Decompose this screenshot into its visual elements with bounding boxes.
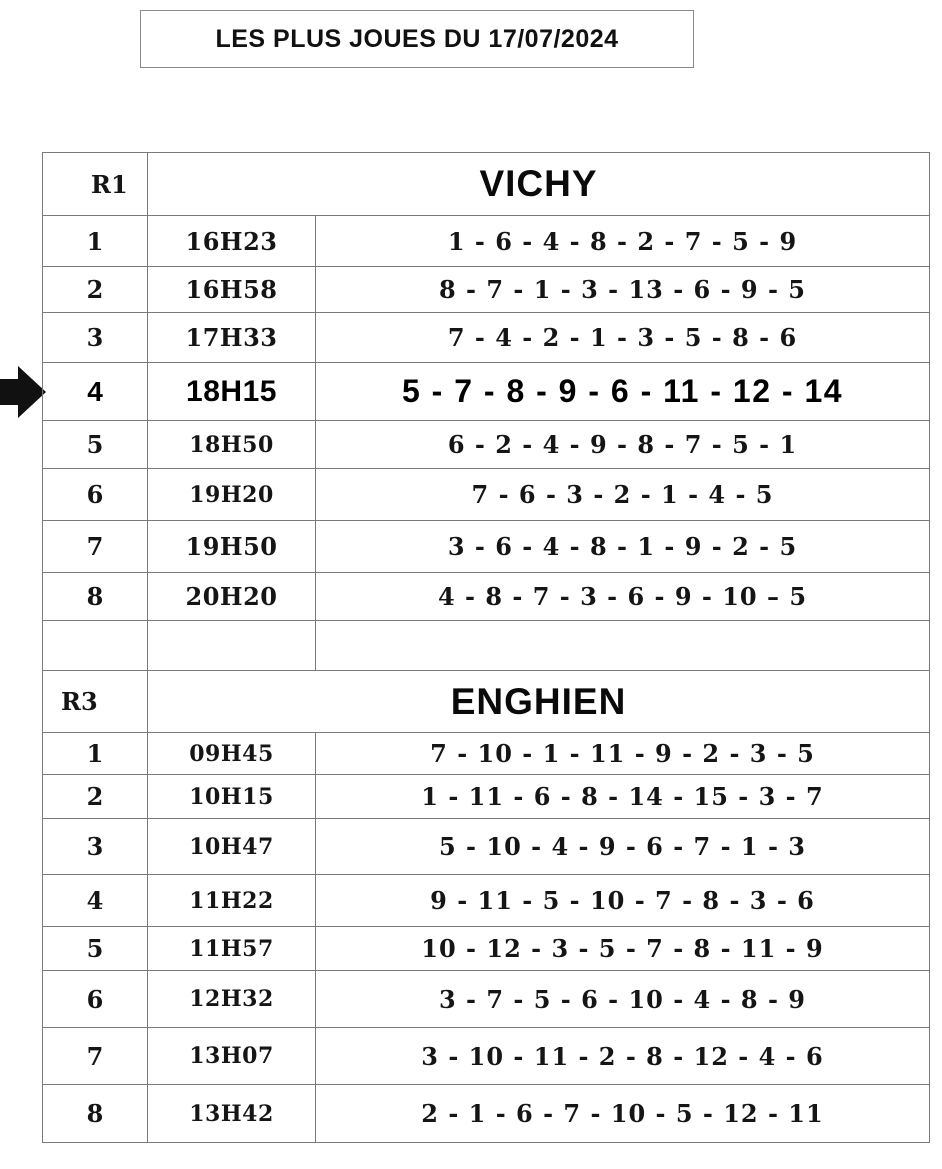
race-row-highlighted (43, 363, 930, 421)
race-result: 10 - 12 - 3 - 5 - 7 - 8 - 11 - 9 (316, 927, 930, 971)
race-row (43, 469, 930, 521)
race-time: 16H23 (148, 216, 316, 267)
reunion-label: R3 (43, 671, 148, 733)
page-title: LES PLUS JOUES DU 17/07/2024 (140, 10, 694, 68)
right-arrow-icon (0, 366, 48, 418)
race-row (43, 573, 930, 621)
race-row (43, 733, 930, 775)
race-time: 12H32 (148, 971, 316, 1028)
empty-cell (148, 621, 316, 671)
reunion-label: R1 (43, 153, 148, 216)
race-row (43, 216, 930, 267)
race-number: 2 (43, 267, 148, 313)
race-number: 8 (43, 1085, 148, 1143)
race-time: 18H50 (148, 421, 316, 469)
race-number: 2 (43, 775, 148, 819)
race-number: 1 (43, 733, 148, 775)
empty-cell (316, 621, 930, 671)
race-result: 3 - 10 - 11 - 2 - 8 - 12 - 4 - 6 (316, 1028, 930, 1085)
race-row (43, 521, 930, 573)
race-time: 18H15 (148, 363, 316, 421)
race-time: 09H45 (148, 733, 316, 775)
race-time: 11H57 (148, 927, 316, 971)
race-result: 7 - 4 - 2 - 1 - 3 - 5 - 8 - 6 (316, 313, 930, 363)
race-result: 3 - 6 - 4 - 8 - 1 - 9 - 2 - 5 (316, 521, 930, 573)
race-time: 10H47 (148, 819, 316, 875)
race-result: 4 - 8 - 7 - 3 - 6 - 9 - 10 – 5 (316, 573, 930, 621)
race-result: 5 - 7 - 8 - 9 - 6 - 11 - 12 - 14 (316, 363, 930, 421)
race-time: 16H58 (148, 267, 316, 313)
race-time: 11H22 (148, 875, 316, 927)
race-number: 6 (43, 971, 148, 1028)
race-number: 3 (43, 819, 148, 875)
venue-name: ENGHIEN (148, 671, 930, 733)
venue-name: VICHY (148, 153, 930, 216)
race-row (43, 267, 930, 313)
race-number: 1 (43, 216, 148, 267)
race-row (43, 875, 930, 927)
section-header-r1 (43, 153, 930, 216)
race-number: 5 (43, 927, 148, 971)
race-time: 19H20 (148, 469, 316, 521)
race-row (43, 1028, 930, 1085)
race-number: 7 (43, 1028, 148, 1085)
race-row (43, 1085, 930, 1143)
race-time: 19H50 (148, 521, 316, 573)
race-row (43, 819, 930, 875)
race-result: 8 - 7 - 1 - 3 - 13 - 6 - 9 - 5 (316, 267, 930, 313)
race-time: 13H07 (148, 1028, 316, 1085)
race-number: 3 (43, 313, 148, 363)
race-result: 1 - 11 - 6 - 8 - 14 - 15 - 3 - 7 (316, 775, 930, 819)
race-time: 17H33 (148, 313, 316, 363)
race-row (43, 421, 930, 469)
race-time: 13H42 (148, 1085, 316, 1143)
race-number: 5 (43, 421, 148, 469)
race-time: 10H15 (148, 775, 316, 819)
race-number: 4 (43, 363, 148, 421)
race-result: 3 - 7 - 5 - 6 - 10 - 4 - 8 - 9 (316, 971, 930, 1028)
race-result: 2 - 1 - 6 - 7 - 10 - 5 - 12 - 11 (316, 1085, 930, 1143)
race-result: 6 - 2 - 4 - 9 - 8 - 7 - 5 - 1 (316, 421, 930, 469)
spacer-row (43, 621, 930, 671)
race-number: 6 (43, 469, 148, 521)
race-number: 8 (43, 573, 148, 621)
empty-cell (43, 621, 148, 671)
race-result: 7 - 10 - 1 - 11 - 9 - 2 - 3 - 5 (316, 733, 930, 775)
race-row (43, 971, 930, 1028)
results-table (42, 152, 930, 1143)
race-number: 7 (43, 521, 148, 573)
race-number: 4 (43, 875, 148, 927)
race-row (43, 775, 930, 819)
race-result: 5 - 10 - 4 - 9 - 6 - 7 - 1 - 3 (316, 819, 930, 875)
race-row (43, 927, 930, 971)
race-result: 1 - 6 - 4 - 8 - 2 - 7 - 5 - 9 (316, 216, 930, 267)
race-row (43, 313, 930, 363)
race-result: 9 - 11 - 5 - 10 - 7 - 8 - 3 - 6 (316, 875, 930, 927)
race-time: 20H20 (148, 573, 316, 621)
section-header-r3 (43, 671, 930, 733)
race-result: 7 - 6 - 3 - 2 - 1 - 4 - 5 (316, 469, 930, 521)
